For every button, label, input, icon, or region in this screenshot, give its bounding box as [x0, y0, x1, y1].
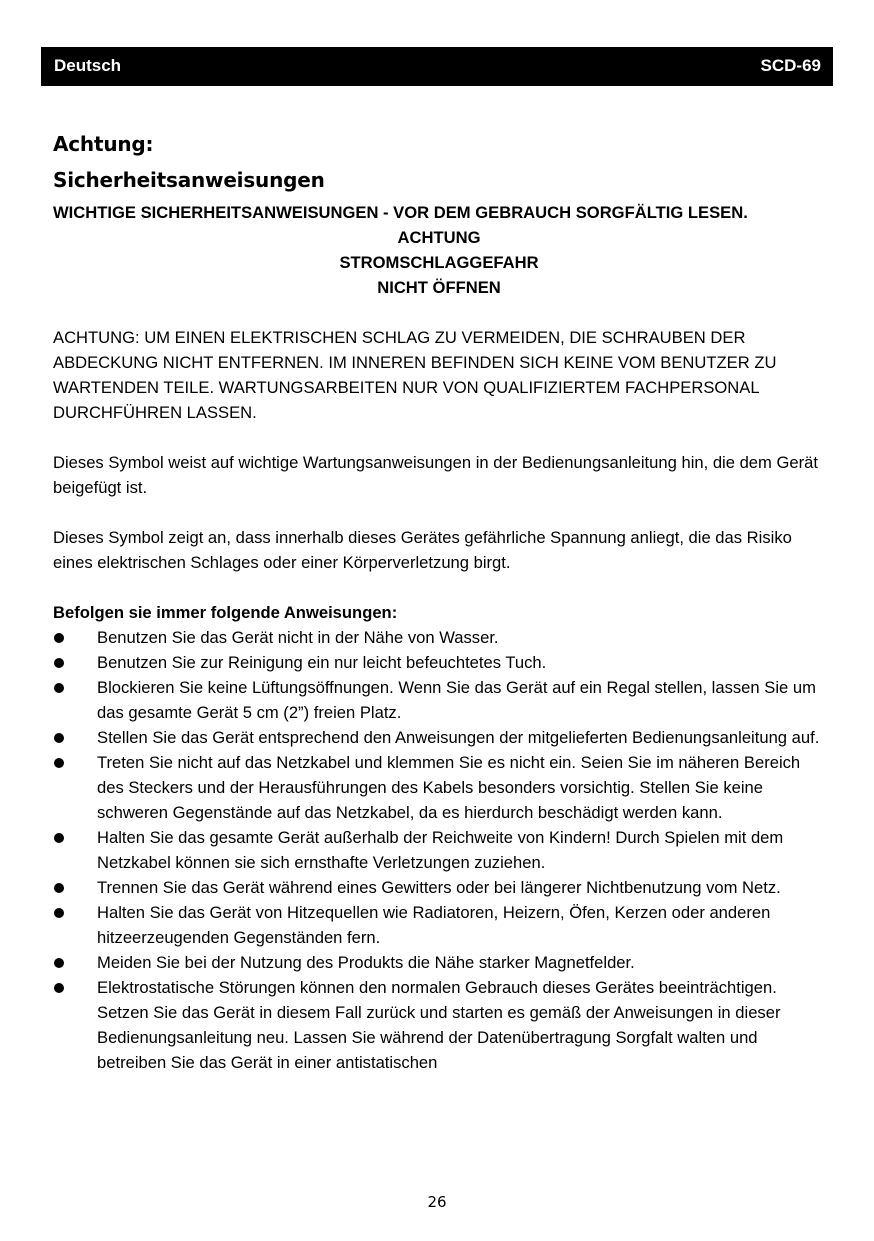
- list-item-text: Trennen Sie das Gerät während eines Gewitters oder bei längerer Nichtbenutzung vom Netz.: [97, 878, 781, 897]
- list-item: [53, 750, 825, 825]
- bullet-icon: [54, 958, 64, 968]
- bullet-icon: [54, 733, 64, 743]
- bullet-icon: [54, 983, 64, 993]
- list-item-text: Elektrostatische Störungen können den normalen Gebrauch dieses Gerätes beeinträchtigen. Setzen Sie das Gerät in diesem Fall zurück und starten es gemäß der Anweisungen in dieser Bedienungsanleitung neu. Lassen Sie während der Datenübertragung Sorgfalt walten und betreiben Sie das Gerät in einer antistatischen: [97, 978, 781, 1072]
- list-item: [53, 900, 825, 950]
- bullet-icon: [54, 833, 64, 843]
- list-item-text: Blockieren Sie keine Lüftungsöffnungen. Wenn Sie das Gerät auf ein Regal stellen, lassen Sie um das gesamte Gerät 5 cm (2”) freien Platz.: [97, 678, 816, 722]
- heading-safety-instructions: Sicherheitsanweisungen: [53, 168, 325, 192]
- instructions-list: [53, 625, 825, 1075]
- heading-achtung: Achtung:: [53, 132, 154, 156]
- bullet-icon: [54, 883, 64, 893]
- list-item: [53, 675, 825, 725]
- list-item-text: Benutzen Sie das Gerät nicht in der Nähe von Wasser.: [97, 628, 499, 647]
- language-label: Deutsch: [54, 56, 122, 75]
- page-number: 26: [427, 1193, 447, 1211]
- service-symbol-paragraph: Dieses Symbol weist auf wichtige Wartungsanweisungen in der Bedienungsanleitung hin, die dem Gerät beigefügt ist.: [53, 453, 818, 497]
- bullet-icon: [54, 758, 64, 768]
- list-item-text: Stellen Sie das Gerät entsprechend den Anweisungen der mitgelieferten Bedienungsanleitung auf.: [97, 728, 820, 747]
- list-item-text: Halten Sie das gesamte Gerät außerhalb der Reichweite von Kindern! Durch Spielen mit dem Netzkabel können sie sich ernsthafte Verletzungen zuziehen.: [97, 828, 784, 872]
- bullet-icon: [54, 683, 64, 693]
- important-safety-lead: WICHTIGE SICHERHEITSANWEISUNGEN - VOR DEM GEBRAUCH SORGFÄLTIG LESEN.: [53, 203, 748, 222]
- list-item-text: Meiden Sie bei der Nutzung des Produkts die Nähe starker Magnetfelder.: [97, 953, 635, 972]
- header-bar: [41, 47, 833, 86]
- list-item: [53, 875, 825, 900]
- model-label: SCD-69: [760, 56, 821, 75]
- bullet-icon: [54, 633, 64, 643]
- list-item-text: Treten Sie nicht auf das Netzkabel und klemmen Sie es nicht ein. Seien Sie im näheren Bereich des Steckers und der Herausführungen des Kabels besonders vorsichtig. Stellen Sie keine schweren Gegenstände auf das Netzkabel, da es hierdurch beschädigt werden kann.: [97, 753, 801, 822]
- voltage-symbol-paragraph: Dieses Symbol zeigt an, dass innerhalb dieses Gerätes gefährliche Spannung anliegt, die das Risiko eines elektrischen Schlages oder einer Körperverletzung birgt.: [53, 528, 792, 572]
- warning-line: ACHTUNG: [397, 228, 481, 247]
- list-item-text: Halten Sie das Gerät von Hitzequellen wie Radiatoren, Heizern, Öfen, Kerzen oder anderen hitzeerzeugenden Gegenständen fern.: [97, 903, 771, 947]
- list-item: [53, 950, 825, 975]
- bullet-icon: [54, 658, 64, 668]
- list-item: [53, 975, 825, 1075]
- page-content: [53, 126, 825, 1075]
- warning-line: STROMSCHLAGGEFAHR: [339, 253, 539, 272]
- list-item: [53, 725, 825, 750]
- list-item: [53, 625, 825, 650]
- bullet-icon: [54, 908, 64, 918]
- warning-block: [53, 225, 825, 300]
- list-item: [53, 650, 825, 675]
- warning-line: NICHT ÖFFNEN: [377, 278, 501, 297]
- list-item-text: Benutzen Sie zur Reinigung ein nur leicht befeuchtetes Tuch.: [97, 653, 547, 672]
- instructions-heading: Befolgen sie immer folgende Anweisungen:: [53, 603, 398, 622]
- shock-warning-paragraph: ACHTUNG: UM EINEN ELEKTRISCHEN SCHLAG ZU VERMEIDEN, DIE SCHRAUBEN DER ABDECKUNG NICHT ENTFERNEN. IM INNEREN BEFINDEN SICH KEINE VOM BENUTZER ZU WARTENDEN TEILE. WARTUNGSARBEITEN NUR VON QUALIFIZIERTEM FACHPERSONAL DURCHFÜHREN LASSEN.: [53, 328, 777, 422]
- list-item: [53, 825, 825, 875]
